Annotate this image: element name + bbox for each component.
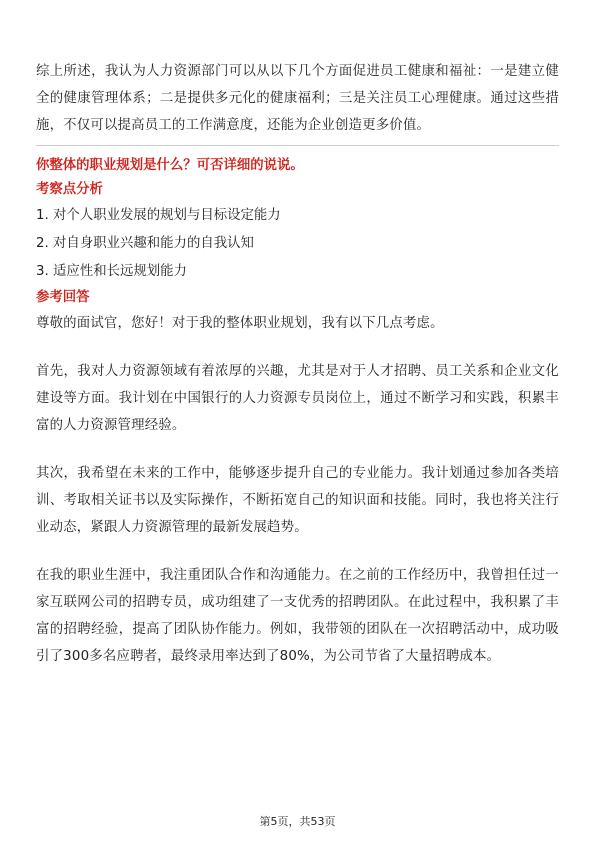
answer-paragraph-3: 在我的职业生涯中，我注重团队合作和沟通能力。在之前的工作经历中，我曾担任过一家互联网公司的招聘专员，成功组建了一支优秀的招聘团队。在此过程中，我积累了丰富的招聘经验，提高了团队协作能力。例如，我带领的团队在一次招聘活动中，成功吸引了300多名应聘者，最终录用率达到了80%，为公司节省了大量招聘成本。 xyxy=(36,568,559,664)
paragraph-gap xyxy=(36,337,559,358)
analysis-item-1: 1. 对个人职业发展的规划与目标设定能力 xyxy=(36,208,281,223)
page-number-footer: 第5页，共53页 xyxy=(259,815,336,828)
analysis-heading: 考察点分析 xyxy=(36,182,103,197)
answer-paragraph-1: 首先，我对人力资源领域有着浓厚的兴趣，尤其是对于人才招聘、员工关系和企业文化建设等方面。我计划在中国银行的人力资源专员岗位上，通过不断学习和实践，积累丰富的人力资源管理经验。 xyxy=(36,364,559,433)
paragraph-gap xyxy=(36,439,559,460)
answer-greeting: 尊敬的面试官，您好！对于我的整体职业规划，我有以下几点考虑。 xyxy=(36,316,444,331)
intro-paragraph: 综上所述，我认为人力资源部门可以从以下几个方面促进员工健康和福祉：一是建立健全的健康管理体系；二是提供多元化的健康福利；三是关注员工心理健康。通过这些措施，不仅可以提高员工的工作满意度，还能为企业创造更多价值。 xyxy=(36,64,559,133)
answer-heading: 参考回答 xyxy=(36,290,90,305)
question-title: 你整体的职业规划是什么？可否详细的说说。 xyxy=(36,158,304,173)
analysis-item-3: 3. 适应性和长远规划能力 xyxy=(36,264,187,279)
analysis-item-2: 2. 对自身职业兴趣和能力的自我认知 xyxy=(36,236,254,251)
document-page xyxy=(36,58,559,670)
answer-paragraph-2: 其次，我希望在未来的工作中，能够逐步提升自己的专业能力。我计划通过参加各类培训、考取相关证书以及实际操作，不断拓宽自己的知识面和技能。同时，我也将关注行业动态，紧跟人力资源管理的最新发展趋势。 xyxy=(36,466,559,535)
section-divider xyxy=(36,145,559,146)
paragraph-gap xyxy=(36,541,559,562)
